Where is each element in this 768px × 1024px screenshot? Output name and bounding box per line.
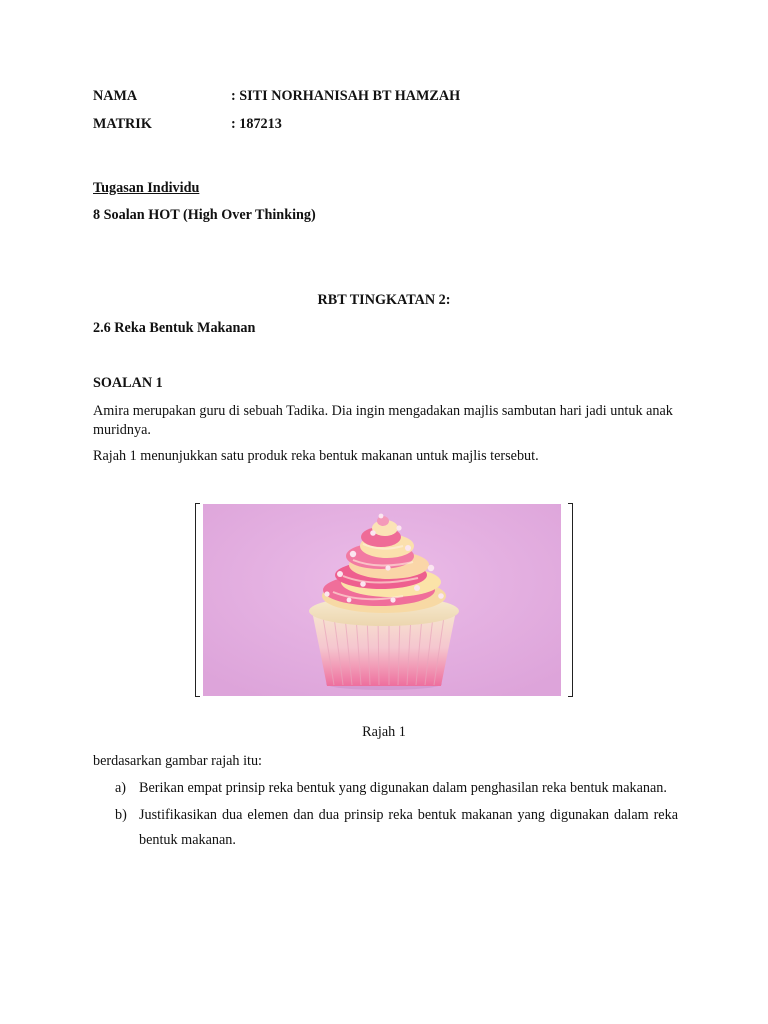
question-title: SOALAN 1 — [93, 375, 163, 391]
name-label: NAMA — [93, 88, 138, 104]
section-topic: 2.6 Reka Bentuk Makanan — [93, 320, 256, 336]
matrik-label: MATRIK — [93, 116, 152, 132]
cupcake-photo — [203, 504, 561, 696]
assignment-type: Tugasan Individu — [93, 180, 200, 196]
matrik-value: : 187213 — [231, 116, 282, 132]
question-item-letter: b) — [115, 807, 127, 823]
question-item-text: Justifikasikan dua elemen dan dua prinsip reka bentuk makanan yang digunakan dalam reka bentuk makanan. — [139, 807, 678, 848]
question-item-letter: a) — [115, 780, 127, 796]
question-list — [93, 776, 678, 855]
name-value: : SITI NORHANISAH BT HAMZAH — [231, 88, 461, 104]
question-item-text: Berikan empat prinsip reka bentuk yang digunakan dalam penghasilan reka bentuk makanan. — [139, 780, 667, 796]
figure-bracket-left — [195, 503, 200, 697]
question-paragraph-1: Amira merupakan guru di sebuah Tadika. Dia ingin mengadakan majlis sambutan hari jadi untuk anak muridnya. — [93, 403, 673, 438]
assignment-title: 8 Soalan HOT (High Over Thinking) — [93, 207, 316, 223]
question-prompt: berdasarkan gambar rajah itu: — [93, 753, 262, 769]
figure-caption: Rajah 1 — [362, 724, 406, 740]
figure-frame — [195, 503, 573, 697]
question-item-b — [93, 803, 678, 853]
question-item-a — [93, 776, 678, 801]
section-heading: RBT TINGKATAN 2: — [317, 292, 451, 308]
figure-bracket-right — [568, 503, 573, 697]
question-paragraph-2: Rajah 1 menunjukkan satu produk reka bentuk makanan untuk majlis tersebut. — [93, 448, 539, 464]
